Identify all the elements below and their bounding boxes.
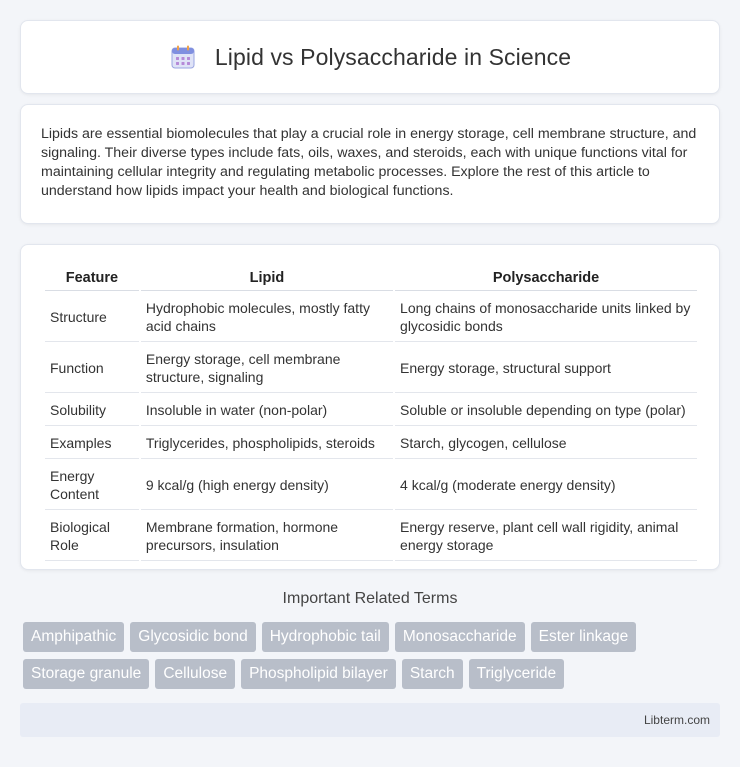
- cell-feature: Structure: [45, 293, 139, 342]
- header-lipid: Lipid: [141, 267, 393, 291]
- table-row: [45, 512, 697, 561]
- tag-hydrophobic-tail[interactable]: Hydrophobic tail: [262, 622, 389, 652]
- table-row: [45, 395, 697, 426]
- related-terms-title: Important Related Terms: [282, 590, 458, 607]
- cell-feature: Energy Content: [45, 461, 139, 510]
- comparison-table: [43, 265, 699, 563]
- cell-feature: Function: [45, 344, 139, 393]
- cell-polysaccharide: Energy storage, structural support: [395, 344, 697, 393]
- cell-lipid: Energy storage, cell membrane structure, signaling: [141, 344, 393, 393]
- header-card: [20, 20, 720, 94]
- tag-ester-linkage[interactable]: Ester linkage: [531, 622, 637, 652]
- cell-lipid: Triglycerides, phospholipids, steroids: [141, 428, 393, 459]
- tag-starch[interactable]: Starch: [402, 659, 463, 689]
- cell-polysaccharide: Long chains of monosaccharide units linked by glycosidic bonds: [395, 293, 697, 342]
- cell-feature: Solubility: [45, 395, 139, 426]
- footer-site-link[interactable]: Libterm.com: [643, 713, 710, 727]
- calendar-icon: [169, 43, 197, 71]
- table-row: [45, 461, 697, 510]
- intro-text: Lipids are essential biomolecules that play a crucial role in energy storage, cell membrane structure, and signaling. Their diverse types include fats, oils, waxes, and steroids, each with unique functions vital for maintaining cellular integrity and regulating metabolic processes. Explore the rest of this article to understand how lipids impact your health and biological functions.: [41, 126, 697, 199]
- title-wrap: [169, 43, 571, 71]
- cell-feature: Examples: [45, 428, 139, 459]
- cell-polysaccharide: Starch, glycogen, cellulose: [395, 428, 697, 459]
- tag-amphipathic[interactable]: Amphipathic: [23, 622, 124, 652]
- comparison-table-card: [20, 244, 720, 570]
- tag-monosaccharide[interactable]: Monosaccharide: [395, 622, 525, 652]
- table-row: [45, 344, 697, 393]
- cell-lipid: 9 kcal/g (high energy density): [141, 461, 393, 510]
- tag-glycosidic-bond[interactable]: Glycosidic bond: [130, 622, 255, 652]
- page-title: Lipid vs Polysaccharide in Science: [214, 43, 572, 70]
- header-feature: Feature: [45, 267, 139, 291]
- cell-polysaccharide: Soluble or insoluble depending on type (polar): [395, 395, 697, 426]
- cell-feature: Biological Role: [45, 512, 139, 561]
- cell-lipid: Membrane formation, hormone precursors, insulation: [141, 512, 393, 561]
- cell-polysaccharide: Energy reserve, plant cell wall rigidity, animal energy storage: [395, 512, 697, 561]
- tag-storage-granule[interactable]: Storage granule: [23, 659, 149, 689]
- header-polysaccharide: Polysaccharide: [395, 267, 697, 291]
- table-row: [45, 428, 697, 459]
- related-terms-tags: [23, 622, 723, 696]
- tag-row: [23, 659, 723, 689]
- tag-row: [23, 622, 723, 652]
- footer: [20, 703, 720, 737]
- intro-card: [20, 104, 720, 224]
- cell-lipid: Hydrophobic molecules, mostly fatty acid chains: [141, 293, 393, 342]
- tag-cellulose[interactable]: Cellulose: [155, 659, 235, 689]
- tag-triglyceride[interactable]: Triglyceride: [469, 659, 565, 689]
- table-row: [45, 293, 697, 342]
- table-header-row: [45, 267, 697, 291]
- tag-phospholipid-bilayer[interactable]: Phospholipid bilayer: [241, 659, 396, 689]
- cell-lipid: Insoluble in water (non-polar): [141, 395, 393, 426]
- cell-polysaccharide: 4 kcal/g (moderate energy density): [395, 461, 697, 510]
